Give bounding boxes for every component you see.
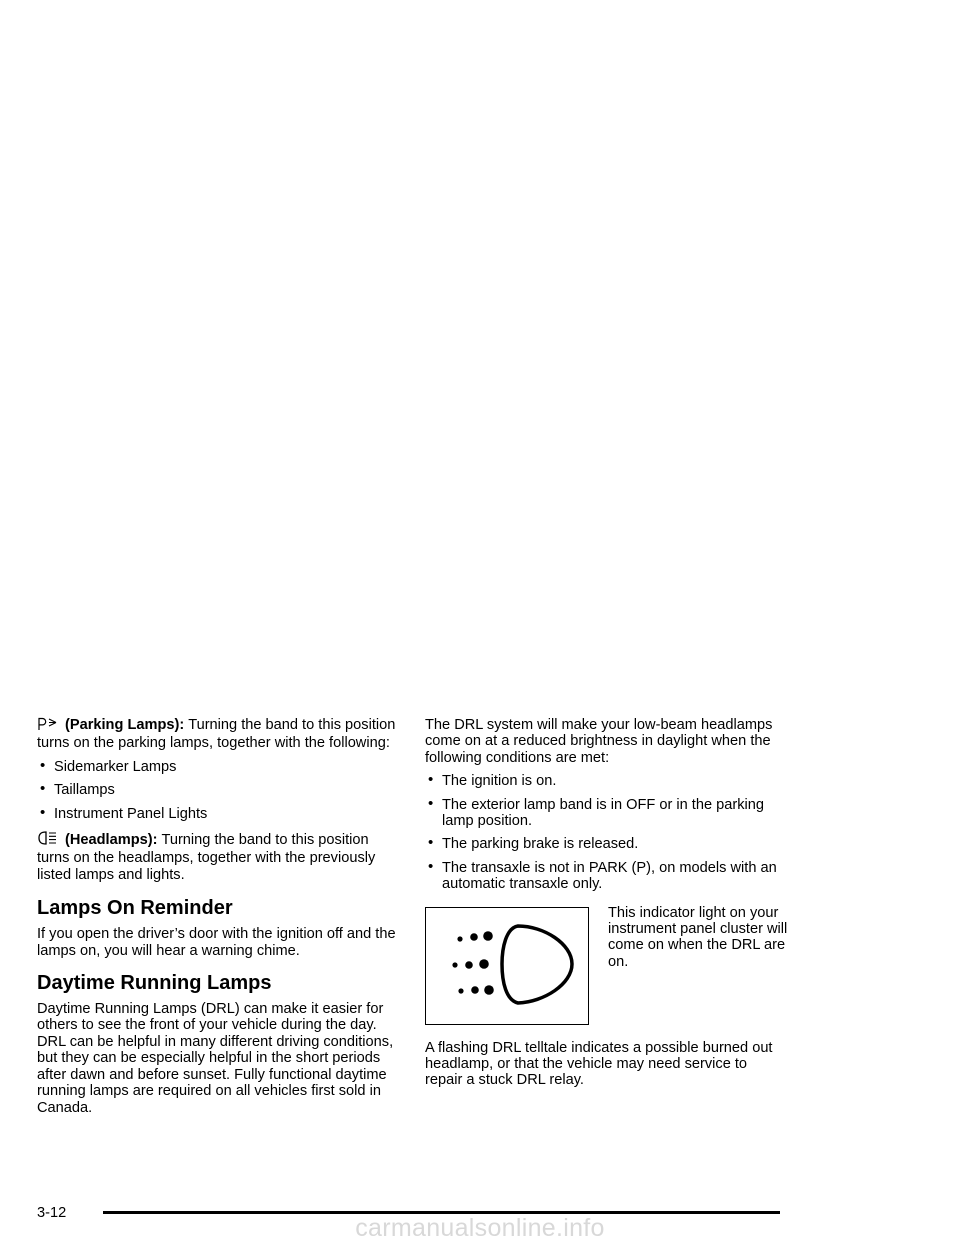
headlamps-paragraph bbox=[37, 830, 397, 883]
drl-indicator-box bbox=[425, 907, 589, 1025]
parking-lamps-paragraph bbox=[37, 717, 397, 752]
list-item: • The transaxle is not in PARK (P), on models with an automatic transaxle only. bbox=[428, 860, 787, 893]
list-item: • Sidemarker Lamps bbox=[40, 759, 397, 775]
lamps-on-reminder-text: If you open the driver’s door with the ignition off and the lamps on, you will hear a warning chime. bbox=[37, 926, 396, 959]
drl-conditions-list bbox=[425, 773, 787, 892]
headlamps-text: Turning the band to this position turns on the headlamps, together with the previously listed lamps and lights. bbox=[37, 832, 376, 883]
watermark: carmanualsonline.info bbox=[355, 1214, 605, 1242]
drl-indicator-figure bbox=[425, 904, 788, 1032]
headlamps-label: (Headlamps): bbox=[65, 832, 158, 849]
page-number: 3-12 bbox=[37, 1205, 67, 1221]
list-item: • Taillamps bbox=[40, 782, 397, 798]
parking-lamps-list bbox=[37, 759, 397, 822]
drl-heading: Daytime Running Lamps bbox=[37, 972, 272, 995]
drl-intro: The DRL system will make your low-beam headlamps come on at a reduced brightness in daylight when the following conditions are met: bbox=[425, 717, 773, 766]
list-item: • The exterior lamp band is in OFF or in the parking lamp position. bbox=[428, 797, 787, 830]
parking-lamps-label: (Parking Lamps): bbox=[65, 717, 185, 733]
drl-closing-text: A flashing DRL telltale indicates a possible burned out headlamp, or that the vehicle may need service to repair a stuck DRL relay. bbox=[425, 1039, 773, 1089]
parking-lamps-text: Turning the band to this position turns on the parking lamps, together with the following: bbox=[37, 717, 396, 752]
parking-lamps-icon bbox=[37, 717, 61, 735]
right-column bbox=[425, 717, 787, 1089]
headlamps-icon bbox=[37, 830, 61, 850]
list-item: • The ignition is on. bbox=[428, 773, 787, 789]
left-column bbox=[37, 717, 397, 1116]
list-item: • The parking brake is released. bbox=[428, 836, 787, 852]
drl-indicator-caption: This indicator light on your instrument panel cluster will come on when the DRL are on. bbox=[608, 904, 788, 970]
drl-text: Daytime Running Lamps (DRL) can make it easier for others to see the front of your vehicle during the day. DRL can be helpful in many different driving conditions, but they can be especially helpful in the short periods after dawn and before sunset. Fully functional daytime running lamps are required on all vehicles first sold in Canada. bbox=[37, 1001, 394, 1116]
list-item: • Instrument Panel Lights bbox=[40, 806, 397, 822]
drl-indicator-icon bbox=[426, 908, 587, 1023]
lamps-on-reminder-heading: Lamps On Reminder bbox=[37, 897, 233, 920]
